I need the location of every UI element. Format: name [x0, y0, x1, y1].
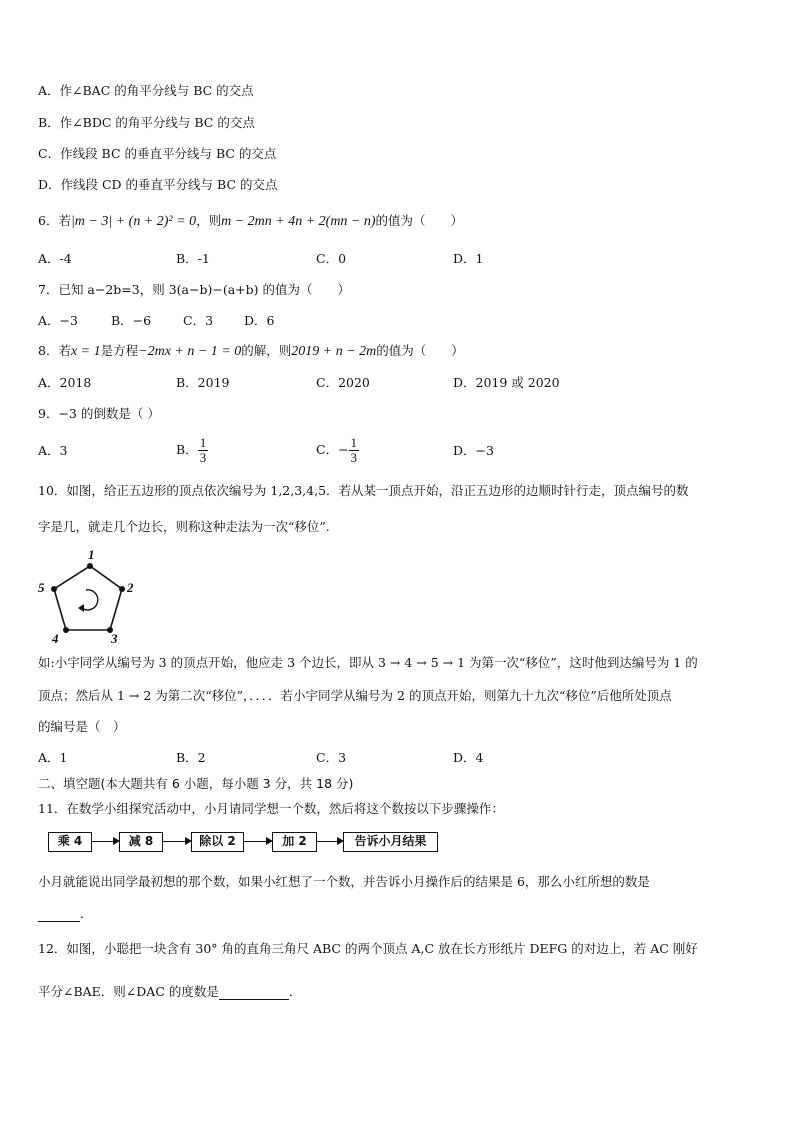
q9-stem: 9．−3 的倒数是（ ）	[38, 406, 160, 421]
clockwise-arrow-icon	[82, 590, 98, 610]
q8-suffix: 的值为（ ）	[376, 343, 464, 358]
q8-option-a: A．2018	[38, 375, 92, 390]
flow-step-report: 告诉小月结果	[343, 832, 438, 852]
vertex-label-5: 5	[38, 580, 45, 595]
pentagon-figure	[34, 546, 144, 646]
vertex-dot-2	[119, 586, 125, 592]
vertex-label-1: 1	[88, 547, 95, 562]
q12-answer-blank	[219, 985, 289, 1000]
q8-prefix: 8．若	[38, 343, 71, 358]
q6-option-c: C．0	[316, 251, 347, 266]
vertex-dot-5	[51, 586, 57, 592]
q8-option-c: C．2020	[316, 375, 370, 390]
q10-line-1: 10．如图，给正五边形的顶点依次编号为 1,2,3,4,5．若从某一顶点开始，沿正五边形的边顺时针行走，顶点编号的数	[38, 483, 689, 498]
q10-option-d: D．4	[453, 750, 484, 765]
q9-option-b-numerator: 1	[199, 435, 207, 450]
q9-option-c-denominator: 3	[350, 450, 358, 465]
flow-step-subtract: 减 8	[119, 832, 163, 852]
q6-option-a: A．-4	[38, 251, 72, 266]
q10-line-5: 的编号是（ ）	[38, 719, 126, 734]
q7-stem: 7．已知 a−2b=3，则 3(a−b)−(a+b) 的值为（ ）	[38, 282, 350, 297]
q9-option-c-label: C．−	[316, 442, 349, 457]
vertex-dot-1	[87, 563, 93, 569]
q5-option-b: B．作∠BDC 的角平分线与 BC 的交点	[38, 115, 255, 130]
section-2-heading: 二、填空题(本大题共有 6 小题，每小题 3 分，共 18 分)	[38, 776, 354, 791]
q7-option-b: B．−6	[111, 313, 152, 328]
q8-expr3: 2019 + n − 2m	[291, 344, 377, 359]
q8-option-d: D．2019 或 2020	[453, 375, 560, 390]
q8-expr1: x = 1	[70, 344, 101, 359]
q12-line-2	[38, 984, 301, 1000]
pentagon-shape	[54, 566, 122, 630]
q8-stem	[38, 343, 464, 360]
q8-mid1: 是方程	[100, 343, 139, 358]
q12-line-2-end: ．	[288, 984, 302, 999]
q6-option-d: D．1	[453, 251, 484, 266]
q9-option-c-numerator: 1	[350, 435, 358, 450]
q11-answer-blank	[38, 907, 80, 922]
q6-option-b: B．-1	[176, 251, 210, 266]
q6-expr2: m − 2mn + 4n + 2(mn − n)	[221, 214, 376, 229]
q10-line-4: 顶点；然后从 1 → 2 为第二次“移位”，．．．．若小宇同学从编号为 2 的顶点开始，则第九十九次“移位”后他所处顶点	[38, 688, 672, 703]
q7-option-c: C．3	[183, 313, 214, 328]
q9-option-c-fraction	[349, 436, 360, 465]
q9-option-b-fraction	[198, 436, 209, 465]
q10-option-b: B．2	[176, 750, 206, 765]
q6-stem	[38, 213, 463, 230]
flow-step-multiply: 乘 4	[48, 832, 92, 852]
q10-option-c: C．3	[316, 750, 347, 765]
q5-option-c: C．作线段 BC 的垂直平分线与 BC 的交点	[38, 146, 277, 161]
q6-prefix: 6．若	[38, 213, 71, 228]
vertex-label-4: 4	[52, 631, 59, 646]
q6-suffix: 的值为（ ）	[375, 213, 464, 228]
q9-option-b	[176, 432, 208, 468]
q12-line-1: 12．如图，小聪把一块含有 30° 角的直角三角尺 ABC 的两个顶点 A,C 放在长方形纸片 DEFG 的对边上，若 AC 刚好	[38, 941, 698, 956]
q11-line-1: 11．在数学小组探究活动中，小月请同学想一个数，然后将这个数按以下步骤操作：	[38, 801, 504, 816]
q11-line-3	[38, 906, 93, 922]
vertex-label-2: 2	[127, 580, 134, 595]
q9-option-b-denominator: 3	[199, 450, 207, 465]
vertex-dot-4	[63, 627, 69, 633]
q8-option-b: B．2019	[176, 375, 230, 390]
q10-option-a: A．1	[38, 750, 68, 765]
q10-line-2: 字是几，就走几个边长，则称这种走法为一次“移位”.	[38, 519, 330, 534]
vertex-label-3: 3	[111, 631, 118, 646]
q9-option-a: A．3	[38, 443, 68, 458]
q9-option-c	[316, 432, 359, 468]
q5-option-d: D．作线段 CD 的垂直平分线与 BC 的交点	[38, 177, 278, 192]
q7-option-a: A．−3	[38, 313, 78, 328]
q11-line-3-end: ．	[80, 906, 93, 921]
flow-arrow-3	[244, 841, 271, 842]
q9-option-d: D．−3	[453, 443, 494, 458]
q5-option-a: A．作∠BAC 的角平分线与 BC 的交点	[38, 83, 254, 98]
q9-option-b-label: B．	[176, 442, 198, 457]
flow-arrow-4	[317, 841, 342, 842]
clockwise-arrowhead-icon	[78, 604, 84, 612]
q8-expr2: −2mx + n − 1 = 0	[138, 344, 242, 359]
flow-step-divide: 除以 2	[191, 832, 244, 852]
flow-arrow-1	[92, 841, 118, 842]
q8-mid2: 的解，则	[241, 343, 292, 358]
q12-line-2-text: 平分∠BAE．则∠DAC 的度数是	[38, 984, 219, 999]
q11-line-2: 小月就能说出同学最初想的那个数，如果小红想了一个数，并告诉小月操作后的结果是 6，那么小红所想的数是	[38, 874, 650, 889]
q6-expr1: |m − 3| + (n + 2)² = 0	[70, 214, 197, 229]
q6-mid: ，则	[196, 213, 222, 228]
q10-line-3: 如:小宇同学从编号为 3 的顶点开始，他应走 3 个边长，即从 3 → 4 → 5 → 1 为第一次“移位”，这时他到达编号为 1 的	[38, 655, 698, 670]
flow-step-add: 加 2	[272, 832, 317, 852]
q7-option-d: D．6	[244, 313, 275, 328]
flow-arrow-2	[163, 841, 190, 842]
